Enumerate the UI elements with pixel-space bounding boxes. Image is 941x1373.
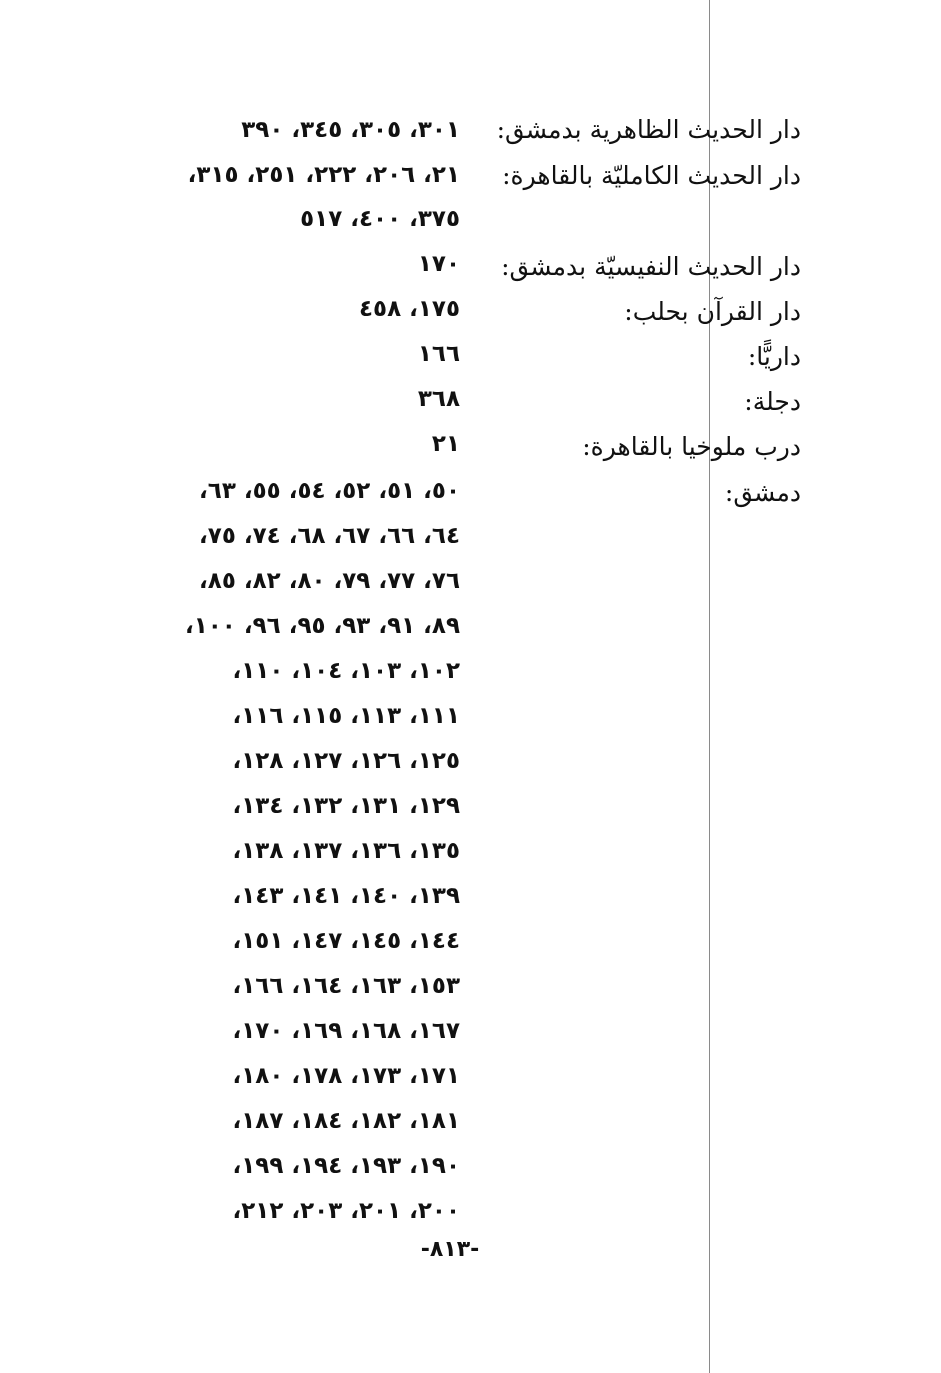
page-refs: ١٩٠، ١٩٣، ١٩٤، ١٩٩، xyxy=(232,1153,460,1179)
page-refs: ١١١، ١١٣، ١١٥، ١١٦، xyxy=(232,703,460,729)
page-refs: ٣٧٥، ٤٠٠، ٥١٧ xyxy=(300,206,460,232)
index-term: دار الحديث النفيسيّة بدمشق: xyxy=(501,252,801,281)
page-refs: ٥٠، ٥١، ٥٢، ٥٤، ٥٥، ٦٣، xyxy=(199,478,460,504)
page-refs: ١٤٤، ١٤٥، ١٤٧، ١٥١، xyxy=(232,928,460,954)
page-refs: ١٥٣، ١٦٣، ١٦٤، ١٦٦، xyxy=(232,973,460,999)
page-refs: ٣٠١، ٣٠٥، ٣٤٥، ٣٩٠ xyxy=(241,117,460,143)
page-refs: ٧٦، ٧٧، ٧٩، ٨٠، ٨٢، ٨٥، xyxy=(199,568,460,594)
page-refs: ١٢٥، ١٢٦، ١٢٧، ١٢٨، xyxy=(232,748,460,774)
page-refs: ٦٤، ٦٦، ٦٧، ٦٨، ٧٤، ٧٥، xyxy=(199,523,460,549)
page-refs: ١٦٦ xyxy=(417,341,460,367)
index-term: درب ملوخيا بالقاهرة: xyxy=(582,432,801,461)
index-term: دار الحديث الكامليّة بالقاهرة: xyxy=(502,161,801,190)
page-refs: ١٦٧، ١٦٨، ١٦٩، ١٧٠، xyxy=(232,1018,460,1044)
page-refs: ٣٦٨ xyxy=(417,386,460,412)
page-number: -٨١٣- xyxy=(420,1237,480,1262)
page-refs: ١٣٥، ١٣٦، ١٣٧، ١٣٨، xyxy=(232,838,460,864)
index-term: داريًّا: xyxy=(747,342,801,371)
page-refs: ١٧٥، ٤٥٨ xyxy=(359,296,460,322)
page-refs: ١٧٠ xyxy=(417,251,460,277)
index-term: دمشق: xyxy=(724,478,801,507)
page-refs: ١٠٢، ١٠٣، ١٠٤، ١١٠، xyxy=(232,658,460,684)
page-refs: ٢١ xyxy=(431,431,460,457)
index-term: دجلة: xyxy=(744,387,801,416)
page-refs: ١٨١، ١٨٢، ١٨٤، ١٨٧، xyxy=(232,1108,460,1134)
index-term: دار القرآن بحلب: xyxy=(624,297,801,326)
page-refs: ١٧١، ١٧٣، ١٧٨، ١٨٠، xyxy=(232,1063,460,1089)
page-refs: ٢٠٠، ٢٠١، ٢٠٣، ٢١٢، xyxy=(232,1198,460,1224)
page-refs: ٢١، ٢٠٦، ٢٢٢، ٢٥١، ٣١٥، xyxy=(187,162,460,188)
index-term: دار الحديث الظاهرية بدمشق: xyxy=(496,115,801,144)
page-fold-line xyxy=(709,0,710,1373)
page-refs: ١٢٩، ١٣١، ١٣٢، ١٣٤، xyxy=(232,793,460,819)
page-refs: ١٣٩، ١٤٠، ١٤١، ١٤٣، xyxy=(232,883,460,909)
page-refs: ٨٩، ٩١، ٩٣، ٩٥، ٩٦، ١٠٠، xyxy=(184,613,460,639)
